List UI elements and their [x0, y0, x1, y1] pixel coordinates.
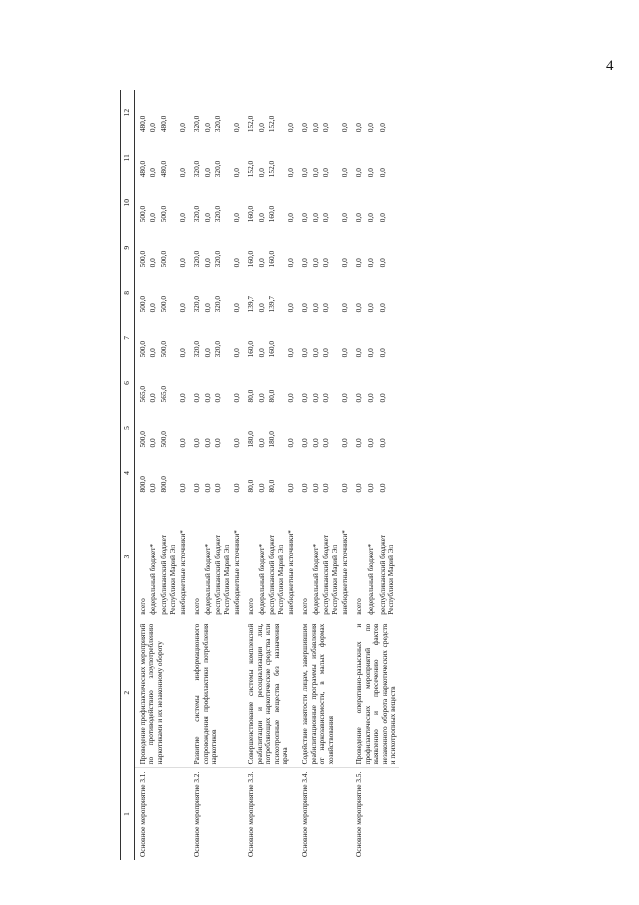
value-cell: 320,0 — [191, 295, 201, 313]
value-cell: 0,0 — [286, 258, 296, 268]
value-cell: 0,0 — [178, 123, 188, 133]
value-cell: 0,0 — [178, 303, 188, 313]
value-cell: 0,0 — [202, 438, 212, 448]
value-cell: 0,0 — [299, 438, 309, 448]
value-cell: 0,0 — [299, 348, 309, 358]
value-cell: 0,0 — [232, 168, 242, 178]
value-cell: 160,0 — [245, 340, 255, 358]
column-header: 3 — [121, 496, 135, 618]
value-cell: 0,0 — [310, 438, 320, 448]
header-row — [121, 90, 135, 860]
value-cell: 0,0 — [213, 393, 223, 403]
value-cell: 320,0 — [213, 205, 223, 223]
value-cell: 0,0 — [377, 213, 387, 223]
value-cell: 152,0 — [245, 160, 255, 178]
value-cell: 0,0 — [232, 123, 242, 133]
value-cell: 0,0 — [354, 393, 364, 403]
value-cell: 500,0 — [159, 205, 169, 223]
value-cell: 0,0 — [232, 213, 242, 223]
value-cell: 0,0 — [340, 168, 350, 178]
value-cell: 0,0 — [299, 258, 309, 268]
value-cell: 0,0 — [286, 303, 296, 313]
value-cell: 0,0 — [178, 483, 188, 493]
value-cell: 0,0 — [321, 123, 331, 133]
value-cell: 0,0 — [202, 123, 212, 133]
value-cell: 0,0 — [202, 348, 212, 358]
value-cell: 0,0 — [256, 303, 266, 313]
value-cell: 0,0 — [178, 258, 188, 268]
table-body — [134, 90, 399, 860]
value-cell: 480,0 — [159, 160, 169, 178]
value-cell: 0,0 — [256, 438, 266, 448]
value-cell: 0,0 — [202, 483, 212, 493]
column-header: 11 — [121, 135, 135, 180]
value-cell: 0,0 — [148, 213, 158, 223]
value-cell: 0,0 — [178, 348, 188, 358]
measure-label: Основное мероприятие 3.1. — [134, 768, 189, 860]
value-cell: 0,0 — [366, 168, 376, 178]
value-cell: 0,0 — [286, 168, 296, 178]
value-cell: 0,0 — [310, 123, 320, 133]
value-cell: 0,0 — [366, 483, 376, 493]
funding-source: всего — [299, 598, 309, 615]
value-cell: 80,0 — [267, 479, 277, 493]
value-cell: 0,0 — [310, 348, 320, 358]
value-cell: 0,0 — [340, 483, 350, 493]
value-cell: 0,0 — [191, 438, 201, 448]
value-cell: 0,0 — [377, 258, 387, 268]
funding-source: всего — [191, 598, 201, 615]
value-cell: 500,0 — [159, 295, 169, 313]
value-cell: 565,0 — [159, 386, 169, 403]
funding-source: республиканский бюджет Республики Марий Эл — [267, 534, 285, 615]
value-cell: 0,0 — [232, 483, 242, 493]
value-cell: 152,0 — [267, 160, 277, 178]
value-cell: 0,0 — [148, 348, 158, 358]
value-cell: 139,7 — [267, 295, 277, 313]
value-cell: 80,0 — [245, 479, 255, 493]
value-cell: 160,0 — [245, 205, 255, 223]
value-cell: 0,0 — [377, 438, 387, 448]
measure-label: Основное мероприятие 3.3. — [243, 768, 297, 860]
funding-source: республиканский бюджет Республики Марий Эл — [377, 534, 396, 615]
value-cell: 0,0 — [148, 438, 158, 448]
value-cell: 500,0 — [159, 250, 169, 268]
value-cell: 0,0 — [178, 168, 188, 178]
value-cell: 0,0 — [299, 483, 309, 493]
measure-label: Основное мероприятие 3.4. — [297, 768, 351, 860]
value-cell: 480,0 — [137, 160, 147, 178]
value-cell: 320,0 — [213, 160, 223, 178]
value-cell: 0,0 — [299, 393, 309, 403]
value-cell: 0,0 — [354, 303, 364, 313]
value-cell: 0,0 — [377, 483, 387, 493]
value-cell: 0,0 — [354, 213, 364, 223]
funding-source: федеральный бюджет* — [256, 543, 266, 615]
value-cell: 0,0 — [366, 348, 376, 358]
measure-label: Основное мероприятие 3.2. — [189, 768, 243, 860]
value-cell: 0,0 — [321, 438, 331, 448]
value-cell: 0,0 — [213, 483, 223, 493]
value-cell: 500,0 — [137, 250, 147, 268]
value-cell: 152,0 — [245, 115, 255, 133]
value-cell: 0,0 — [191, 393, 201, 403]
value-cell: 500,0 — [159, 431, 169, 448]
funding-source: федеральный бюджет* — [310, 543, 320, 615]
value-cell: 0,0 — [310, 483, 320, 493]
value-cell: 0,0 — [340, 348, 350, 358]
value-cell: 0,0 — [256, 483, 266, 493]
funding-source: внебюджетные источники* — [340, 530, 350, 615]
funding-source: внебюджетные источники* — [232, 530, 242, 615]
value-cell: 0,0 — [286, 348, 296, 358]
measure-description: Содействие занятости лицам, завершившим реабилитационные программы избавления от наркозависимости, в малых формах хозяйствования — [299, 623, 335, 765]
value-cell: 0,0 — [202, 168, 212, 178]
value-cell: 180,0 — [267, 431, 277, 448]
table-row — [134, 90, 148, 860]
value-cell: 0,0 — [321, 483, 331, 493]
value-cell: 320,0 — [213, 115, 223, 133]
value-cell: 139,7 — [245, 295, 255, 313]
value-cell: 152,0 — [267, 115, 277, 133]
value-cell: 0,0 — [213, 438, 223, 448]
value-cell: 80,0 — [245, 389, 255, 403]
table-row — [297, 90, 311, 860]
value-cell: 320,0 — [191, 115, 201, 133]
value-cell: 500,0 — [137, 205, 147, 223]
value-cell: 160,0 — [267, 340, 277, 358]
value-cell: 320,0 — [191, 205, 201, 223]
value-cell: 0,0 — [377, 348, 387, 358]
column-header: 4 — [121, 451, 135, 496]
value-cell: 0,0 — [340, 393, 350, 403]
value-cell: 0,0 — [256, 348, 266, 358]
value-cell: 160,0 — [267, 250, 277, 268]
column-header: 8 — [121, 270, 135, 315]
value-cell: 0,0 — [148, 168, 158, 178]
value-cell: 0,0 — [256, 168, 266, 178]
value-cell: 800,0 — [137, 476, 147, 493]
column-header: 10 — [121, 180, 135, 225]
value-cell: 0,0 — [310, 213, 320, 223]
funding-source: республиканский бюджет Республики Марий Эл — [213, 534, 231, 615]
value-cell: 0,0 — [202, 303, 212, 313]
value-cell: 0,0 — [299, 168, 309, 178]
value-cell: 0,0 — [354, 483, 364, 493]
value-cell: 0,0 — [321, 213, 331, 223]
value-cell: 0,0 — [286, 123, 296, 133]
value-cell: 0,0 — [310, 168, 320, 178]
value-cell: 0,0 — [178, 438, 188, 448]
column-header: 2 — [121, 618, 135, 768]
value-cell: 0,0 — [340, 438, 350, 448]
value-cell: 480,0 — [137, 115, 147, 133]
value-cell: 0,0 — [232, 258, 242, 268]
value-cell: 0,0 — [321, 303, 331, 313]
value-cell: 0,0 — [148, 303, 158, 313]
value-cell: 0,0 — [299, 303, 309, 313]
measure-description: Проведение оперативно-разыскных и профилактических мероприятий по выявлению и пресечению фактов незаконного оборота наркотических средств и психотропных веществ — [354, 623, 398, 765]
value-cell: 0,0 — [232, 303, 242, 313]
measure-description: Развитие системы информационного сопровождения профилактики потребления наркотиков — [191, 623, 219, 765]
column-header: 5 — [121, 405, 135, 450]
value-cell: 0,0 — [310, 303, 320, 313]
value-cell: 320,0 — [213, 250, 223, 268]
funding-source: федеральный бюджет* — [366, 543, 376, 615]
value-cell: 565,0 — [137, 386, 147, 403]
value-cell: 0,0 — [377, 123, 387, 133]
measure-description: Совершенствование системы комплексной реабилитации и ресоциализации лиц, потребляющих наркотические средства или психотропные вещества без назначения врача — [245, 623, 290, 765]
value-cell: 0,0 — [366, 303, 376, 313]
value-cell: 0,0 — [366, 258, 376, 268]
table-row — [243, 90, 257, 860]
column-header: 7 — [121, 315, 135, 360]
value-cell: 160,0 — [267, 205, 277, 223]
funding-source: всего — [245, 598, 255, 615]
funding-source: республиканский бюджет Республики Марий Эл — [321, 534, 339, 615]
value-cell: 0,0 — [354, 438, 364, 448]
value-cell: 160,0 — [245, 250, 255, 268]
value-cell: 0,0 — [286, 438, 296, 448]
value-cell: 0,0 — [321, 258, 331, 268]
table-row — [189, 90, 203, 860]
value-cell: 800,0 — [159, 476, 169, 493]
value-cell: 0,0 — [340, 303, 350, 313]
value-cell: 0,0 — [340, 213, 350, 223]
value-cell: 0,0 — [232, 393, 242, 403]
value-cell: 0,0 — [354, 258, 364, 268]
value-cell: 0,0 — [354, 123, 364, 133]
funding-source: федеральный бюджет* — [202, 543, 212, 615]
value-cell: 0,0 — [256, 123, 266, 133]
value-cell: 0,0 — [286, 213, 296, 223]
value-cell: 0,0 — [232, 348, 242, 358]
value-cell: 320,0 — [191, 160, 201, 178]
value-cell: 0,0 — [354, 348, 364, 358]
value-cell: 0,0 — [377, 303, 387, 313]
value-cell: 480,0 — [159, 115, 169, 133]
value-cell: 320,0 — [213, 295, 223, 313]
value-cell: 0,0 — [202, 393, 212, 403]
value-cell: 500,0 — [159, 340, 169, 358]
column-header: 1 — [121, 768, 135, 860]
value-cell: 0,0 — [286, 393, 296, 403]
value-cell: 0,0 — [340, 258, 350, 268]
value-cell: 0,0 — [377, 393, 387, 403]
value-cell: 0,0 — [310, 393, 320, 403]
funding-source: всего — [354, 598, 364, 615]
value-cell: 0,0 — [321, 393, 331, 403]
funding-source: внебюджетные источники* — [286, 530, 296, 615]
value-cell: 0,0 — [191, 483, 201, 493]
value-cell: 0,0 — [256, 393, 266, 403]
value-cell: 0,0 — [366, 213, 376, 223]
column-header: 6 — [121, 360, 135, 405]
value-cell: 0,0 — [377, 168, 387, 178]
rotated-table-sheet — [120, 90, 610, 860]
value-cell: 80,0 — [267, 389, 277, 403]
value-cell: 180,0 — [245, 431, 255, 448]
value-cell: 0,0 — [299, 123, 309, 133]
value-cell: 0,0 — [366, 123, 376, 133]
budget-table — [120, 90, 399, 860]
value-cell: 0,0 — [321, 168, 331, 178]
value-cell: 0,0 — [366, 393, 376, 403]
value-cell: 0,0 — [256, 213, 266, 223]
funding-source: внебюджетные источники* — [178, 530, 188, 615]
funding-source: федеральный бюджет* — [148, 543, 158, 615]
funding-source: республиканский бюджет Республики Марий Эл — [159, 534, 177, 615]
column-header: 9 — [121, 225, 135, 270]
value-cell: 500,0 — [137, 431, 147, 448]
value-cell: 320,0 — [213, 340, 223, 358]
column-header: 12 — [121, 90, 135, 135]
value-cell: 0,0 — [178, 393, 188, 403]
value-cell: 0,0 — [286, 483, 296, 493]
value-cell: 0,0 — [340, 123, 350, 133]
funding-source: всего — [137, 598, 147, 615]
measure-label: Основное мероприятие 3.5. — [351, 768, 399, 860]
value-cell: 320,0 — [191, 340, 201, 358]
value-cell: 0,0 — [256, 258, 266, 268]
table-row — [351, 90, 366, 860]
value-cell: 0,0 — [202, 258, 212, 268]
value-cell: 0,0 — [299, 213, 309, 223]
value-cell: 0,0 — [354, 168, 364, 178]
page-number: 4 — [606, 58, 614, 74]
measure-description: Проведение профилактических мероприятий по противодействию злоупотреблению наркотиками и их незаконному обороту — [137, 623, 165, 765]
value-cell: 500,0 — [137, 340, 147, 358]
value-cell: 0,0 — [366, 438, 376, 448]
value-cell: 320,0 — [191, 250, 201, 268]
value-cell: 0,0 — [321, 348, 331, 358]
value-cell: 0,0 — [310, 258, 320, 268]
value-cell: 0,0 — [232, 438, 242, 448]
value-cell: 0,0 — [148, 483, 158, 493]
value-cell: 0,0 — [148, 123, 158, 133]
value-cell: 0,0 — [178, 213, 188, 223]
value-cell: 0,0 — [202, 213, 212, 223]
value-cell: 0,0 — [148, 258, 158, 268]
value-cell: 0,0 — [148, 393, 158, 403]
value-cell: 500,0 — [137, 295, 147, 313]
